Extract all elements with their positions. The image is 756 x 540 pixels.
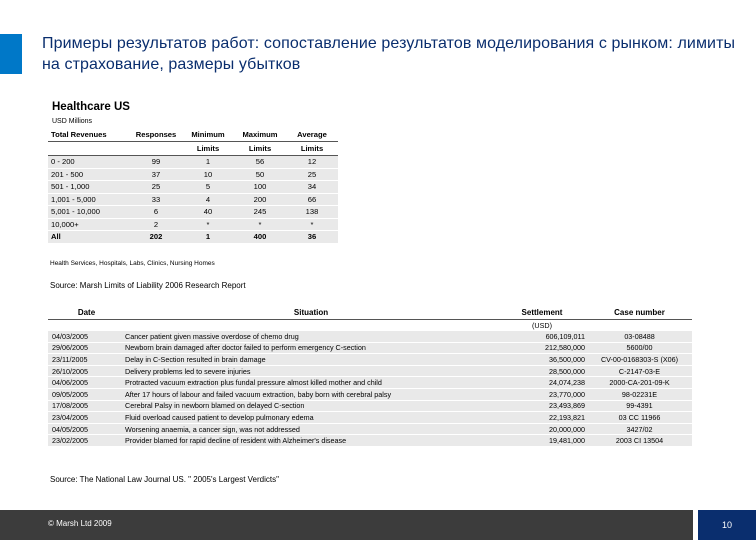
table-cell: 28,500,000 xyxy=(497,365,587,377)
table-cell: 56 xyxy=(234,156,286,169)
table-cell: Cancer patient given massive overdose of chemo drug xyxy=(125,331,497,343)
table-cell: 40 xyxy=(182,206,234,219)
table-row xyxy=(48,412,692,424)
table-cell: 20,000,000 xyxy=(497,423,587,435)
column-header: Date xyxy=(48,306,125,320)
table-cell: 6 xyxy=(130,206,182,219)
table-cell: 25 xyxy=(286,168,338,181)
table-cell: 5600/00 xyxy=(587,342,692,354)
table-cell: C-2147-03-E xyxy=(587,365,692,377)
table-cell: 98-02231E xyxy=(587,388,692,400)
column-header: Maximum xyxy=(234,128,286,142)
table-cell: 03-08488 xyxy=(587,331,692,343)
table-row xyxy=(48,423,692,435)
industry-note: Health Services, Hospitals, Labs, Clinics, Nursing Homes xyxy=(50,260,215,267)
table-row xyxy=(48,435,692,447)
column-header: Responses xyxy=(130,128,182,142)
table-cell: 23/11/2005 xyxy=(48,354,125,366)
table-cell: 50 xyxy=(234,168,286,181)
table-row xyxy=(48,400,692,412)
page-title: Примеры результатов работ: сопоставление результатов моделирования с рынком: лимиты на страхование, размеры убытков xyxy=(42,35,736,73)
table-row xyxy=(48,377,692,389)
verdicts-table xyxy=(48,306,692,447)
table-cell: 24,074,238 xyxy=(497,377,587,389)
table-row xyxy=(48,354,692,366)
table-cell: Fluid overload caused patient to develop pulmonary edema xyxy=(125,412,497,424)
currency-label: USD Millions xyxy=(52,118,93,125)
table-cell: 202 xyxy=(130,231,182,244)
table-cell: 5 xyxy=(182,181,234,194)
table-cell: 33 xyxy=(130,193,182,206)
table-cell: 1 xyxy=(182,156,234,169)
table-cell: 5,001 - 10,000 xyxy=(48,206,130,219)
table-cell: 2 xyxy=(130,218,182,231)
table-cell: 26/10/2005 xyxy=(48,365,125,377)
table-cell: All xyxy=(48,231,130,244)
table-cell: 1,001 - 5,000 xyxy=(48,193,130,206)
table-row xyxy=(48,388,692,400)
table-cell: 19,481,000 xyxy=(497,435,587,447)
column-subheader: Limits xyxy=(234,142,286,156)
footer-bar xyxy=(0,510,756,540)
table-cell: 200 xyxy=(234,193,286,206)
table-cell: 10 xyxy=(182,168,234,181)
limits-table xyxy=(48,128,338,244)
column-header: Situation xyxy=(125,306,497,320)
title-accent-bar xyxy=(0,34,22,74)
table-cell: Cerebral Palsy in newborn blamed on delayed C-section xyxy=(125,400,497,412)
table-cell: 23/02/2005 xyxy=(48,435,125,447)
column-header: Minimum xyxy=(182,128,234,142)
table-cell: 23/04/2005 xyxy=(48,412,125,424)
table-row xyxy=(48,365,692,377)
table-cell: Worsening anaemia, a cancer sign, was not addressed xyxy=(125,423,497,435)
table-cell: 12 xyxy=(286,156,338,169)
table-cell: 22,193,821 xyxy=(497,412,587,424)
table-cell: 99 xyxy=(130,156,182,169)
table-cell: 0 - 200 xyxy=(48,156,130,169)
column-header: Total Revenues xyxy=(48,128,130,142)
table-cell: 10,000+ xyxy=(48,218,130,231)
table-cell: After 17 hours of labour and failed vacuum extraction, baby born with cerebral palsy xyxy=(125,388,497,400)
table-cell: 25 xyxy=(130,181,182,194)
table-cell: * xyxy=(234,218,286,231)
table-cell: 400 xyxy=(234,231,286,244)
table-cell: Delay in C-Section resulted in brain damage xyxy=(125,354,497,366)
table-cell: 37 xyxy=(130,168,182,181)
settlement-unit: (USD) xyxy=(497,320,587,331)
table-cell: Newborn brain damaged after doctor failed to perform emergency C-section xyxy=(125,342,497,354)
table-cell: * xyxy=(182,218,234,231)
source-note: Source: Marsh Limits of Liability 2006 Research Report xyxy=(50,281,246,290)
table-row-total xyxy=(48,231,338,244)
table-cell: 138 xyxy=(286,206,338,219)
table-cell: * xyxy=(286,218,338,231)
table-cell: 04/05/2005 xyxy=(48,423,125,435)
column-subheader: Limits xyxy=(182,142,234,156)
table-cell: 1 xyxy=(182,231,234,244)
table-cell: 03 CC 11966 xyxy=(587,412,692,424)
table-row xyxy=(48,331,692,343)
table-cell: 100 xyxy=(234,181,286,194)
table-cell: 201 - 500 xyxy=(48,168,130,181)
table-cell: 606,109,011 xyxy=(497,331,587,343)
table-cell: 23,770,000 xyxy=(497,388,587,400)
table-cell: 2000-CA-201-09-K xyxy=(587,377,692,389)
healthcare-heading: Healthcare US xyxy=(52,101,130,113)
table-cell: Delivery problems led to severe injuries xyxy=(125,365,497,377)
source-note: Source: The National Law Journal US. " 2005's Largest Verdicts" xyxy=(50,475,279,484)
table-cell: Provider blamed for rapid decline of resident with Alzheimer's disease xyxy=(125,435,497,447)
table-row xyxy=(48,156,338,169)
column-header: Average xyxy=(286,128,338,142)
table-row xyxy=(48,218,338,231)
page-number: 10 xyxy=(698,510,756,540)
table-cell: 04/03/2005 xyxy=(48,331,125,343)
table-cell: 501 - 1,000 xyxy=(48,181,130,194)
table-cell: 36,500,000 xyxy=(497,354,587,366)
table-cell: 66 xyxy=(286,193,338,206)
table-cell: Protracted vacuum extraction plus fundal pressure almost killed mother and child xyxy=(125,377,497,389)
table-cell: 212,580,000 xyxy=(497,342,587,354)
table-row xyxy=(48,342,692,354)
column-header: Case number xyxy=(587,306,692,320)
table-cell: 3427/02 xyxy=(587,423,692,435)
table-cell: 245 xyxy=(234,206,286,219)
table-cell: 17/08/2005 xyxy=(48,400,125,412)
table-cell: 4 xyxy=(182,193,234,206)
table-cell: 23,493,869 xyxy=(497,400,587,412)
table-cell: 29/06/2005 xyxy=(48,342,125,354)
table-cell: CV-00-0168303-S (X06) xyxy=(587,354,692,366)
column-subheader: Limits xyxy=(286,142,338,156)
table-cell: 04/06/2005 xyxy=(48,377,125,389)
table-cell: 34 xyxy=(286,181,338,194)
copyright: © Marsh Ltd 2009 xyxy=(48,519,112,528)
column-header: Settlement xyxy=(497,306,587,320)
table-cell: 36 xyxy=(286,231,338,244)
table-row xyxy=(48,181,338,194)
table-row xyxy=(48,193,338,206)
table-row xyxy=(48,168,338,181)
table-cell: 09/05/2005 xyxy=(48,388,125,400)
table-cell: 99-4391 xyxy=(587,400,692,412)
table-cell: 2003 CI 13504 xyxy=(587,435,692,447)
table-row xyxy=(48,206,338,219)
